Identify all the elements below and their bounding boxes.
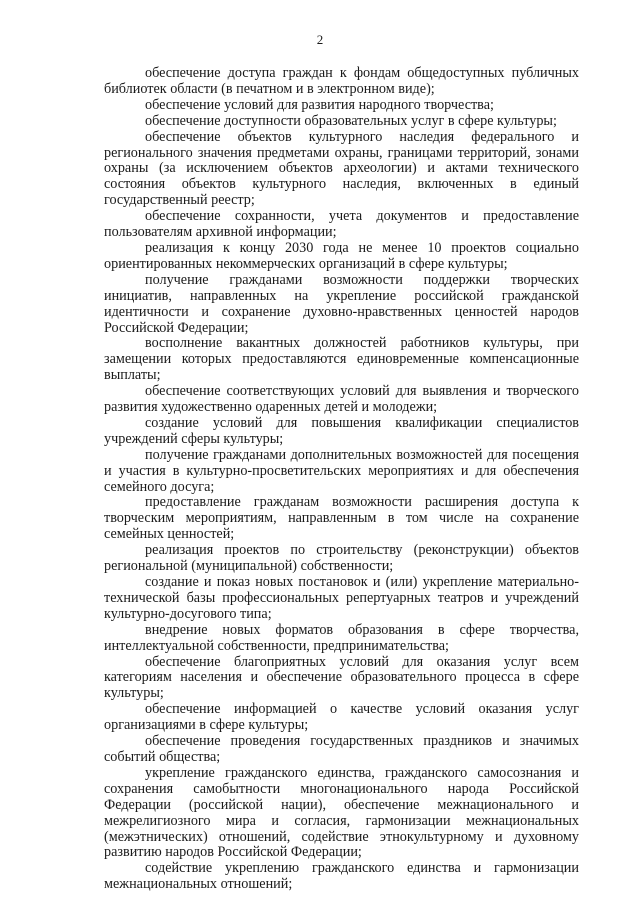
paragraph: обеспечение доступности образовательных услуг в сфере культуры; [145,112,557,129]
page-number: 2 [316,32,324,47]
paragraph: восполнение вакантных должностей работников культуры, при замещении которых предоставляются единовременные компенсационные выплаты; [104,335,579,384]
paragraph: обеспечение условий для развития народного творчества; [145,96,494,113]
paragraph: получение гражданами дополнительных возможностей для посещения и участия в культурно-просветительских мероприятиях и для обеспечения семейного досуга; [104,446,579,495]
paragraph: обеспечение проведения государственных праздников и значимых событий общества; [104,733,579,765]
paragraph: предоставление гражданам возможности расширения доступа к творческим мероприятиям, направленным в том числе на сохранение семейных ценностей; [104,494,579,543]
paragraph: содействие укреплению гражданского единства и гармонизации межнациональных отношений; [104,860,579,893]
paragraph: реализация проектов по строительству (реконструкции) объектов региональной (муниципальной) собственности; [104,542,579,575]
paragraph: укрепление гражданского единства, гражданского самосознания и сохранения самобытности многонационального народа Российской Федерации (российской нации), обеспечение межнационального и межрелигиозного мира и согласия, гармонизации межнациональных (межэтнических) отношений, содействие этнокультурному и духовному развитию народов Российской Федерации; [104,764,579,861]
paragraph: обеспечение благоприятных условий для оказания услуг всем категориям населения и обеспечение образовательного процесса в сфере культуры; [104,653,579,702]
paragraph: обеспечение сохранности, учета документов и предоставление пользователям архивной информации; [104,208,579,241]
paragraph: реализация к концу 2030 года не менее 10 проектов социально ориентированных некоммерческих организаций в сфере культуры; [104,239,579,272]
document-body [104,66,579,893]
paragraph: обеспечение соответствующих условий для выявления и творческого развития художественно одаренных детей и молодежи; [104,383,579,416]
paragraph: внедрение новых форматов образования в сфере творчества, интеллектуальной собственности, предпринимательства; [104,621,579,654]
paragraph: создание и показ новых постановок и (или) укрепление материально-технической базы профессиональных репертуарных театров и учреждений культурно-досугового типа; [104,574,579,622]
paragraph: создание условий для повышения квалификации специалистов учреждений сферы культуры; [104,414,579,447]
paragraph: получение гражданами возможности поддержки творческих инициатив, направленных на укрепление российской гражданской идентичности и сохранение духовно-нравственных ценностей народов Российской Федерации; [104,271,579,336]
paragraph: обеспечение объектов культурного наследия федерального и регионального значения предметами охраны, границами территорий, зонами охраны (за исключением объектов археологии) и актами технического состояния объектов культурного наследия, включенных в единый государственный реестр; [104,128,579,209]
paragraph: обеспечение информацией о качестве условий оказания услуг организациями в сфере культуры; [104,701,579,734]
paragraph: обеспечение доступа граждан к фондам общедоступных публичных библиотек области (в печатном и в электронном виде); [104,65,579,97]
